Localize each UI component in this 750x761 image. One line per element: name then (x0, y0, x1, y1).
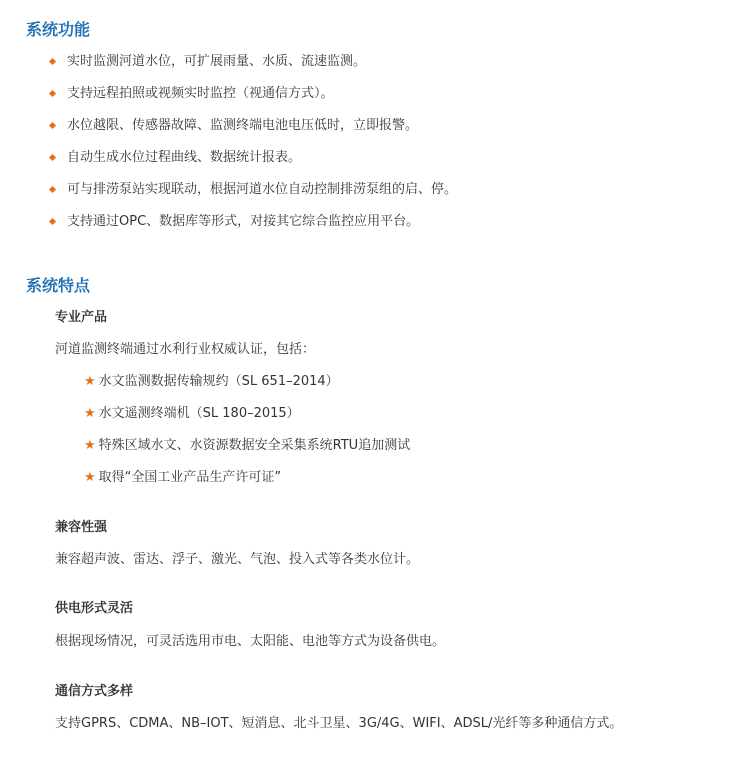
subheading-professional: 专业产品 (55, 310, 108, 325)
function-text: 水位越限、传感器故障、监测终端电池电压低时，立即报警。 (67, 118, 419, 133)
list-item (50, 180, 457, 212)
professional-intro: 河道监测终端通过水利行业权威认证，包括： (55, 342, 316, 357)
compatibility-text: 兼容超声波、雷达、浮子、激光、气泡、投入式等各类水位计。 (55, 552, 420, 567)
certification-text: 取得“全国工业产品生产许可证” (98, 470, 282, 485)
list-item (84, 436, 410, 468)
star-icon: ★ (84, 470, 96, 485)
diamond-bullet-icon (49, 122, 56, 129)
diamond-bullet-icon (49, 154, 56, 161)
diamond-bullet-icon (49, 90, 56, 97)
function-text: 支持通过OPC、数据库等形式，对接其它综合监控应用平台。 (67, 214, 420, 229)
certification-list (84, 372, 410, 500)
subheading-compatibility: 兼容性强 (55, 520, 108, 535)
function-text: 实时监测河道水位，可扩展雨量、水质、流速监测。 (67, 54, 367, 69)
list-item (84, 468, 410, 500)
function-text: 支持远程拍照或视频实时监控（视通信方式）。 (67, 86, 334, 101)
star-icon: ★ (84, 406, 96, 421)
subheading-communication: 通信方式多样 (55, 684, 134, 699)
communication-text: 支持GPRS、CDMA、NB–IOT、短消息、北斗卫星、3G/4G、WIFI、ADSL/光纤等多种通信方式。 (55, 716, 623, 731)
star-icon: ★ (84, 374, 96, 389)
diamond-bullet-icon (49, 218, 56, 225)
list-item (50, 148, 457, 180)
function-text: 自动生成水位过程曲线、数据统计报表。 (67, 150, 302, 165)
certification-text: 水文监测数据传输规约（SL 651–2014） (98, 374, 339, 389)
certification-text: 特殊区域水文、水资源数据安全采集系统RTU追加测试 (98, 438, 411, 453)
list-item (84, 372, 410, 404)
list-item (50, 212, 457, 244)
section-title-features: 系统特点 (26, 276, 91, 295)
certification-text: 水文遥测终端机（SL 180–2015） (98, 406, 300, 421)
section-title-functions: 系统功能 (26, 20, 91, 39)
function-list (50, 52, 457, 244)
diamond-bullet-icon (49, 186, 56, 193)
list-item (84, 404, 410, 436)
function-text: 可与排涝泵站实现联动，根据河道水位自动控制排涝泵组的启、停。 (67, 182, 458, 197)
list-item (50, 84, 457, 116)
subheading-power: 供电形式灵活 (55, 601, 134, 616)
list-item (50, 116, 457, 148)
list-item (50, 52, 457, 84)
power-text: 根据现场情况，可灵活选用市电、太阳能、电池等方式为设备供电。 (55, 634, 446, 649)
star-icon: ★ (84, 438, 96, 453)
diamond-bullet-icon (49, 58, 56, 65)
